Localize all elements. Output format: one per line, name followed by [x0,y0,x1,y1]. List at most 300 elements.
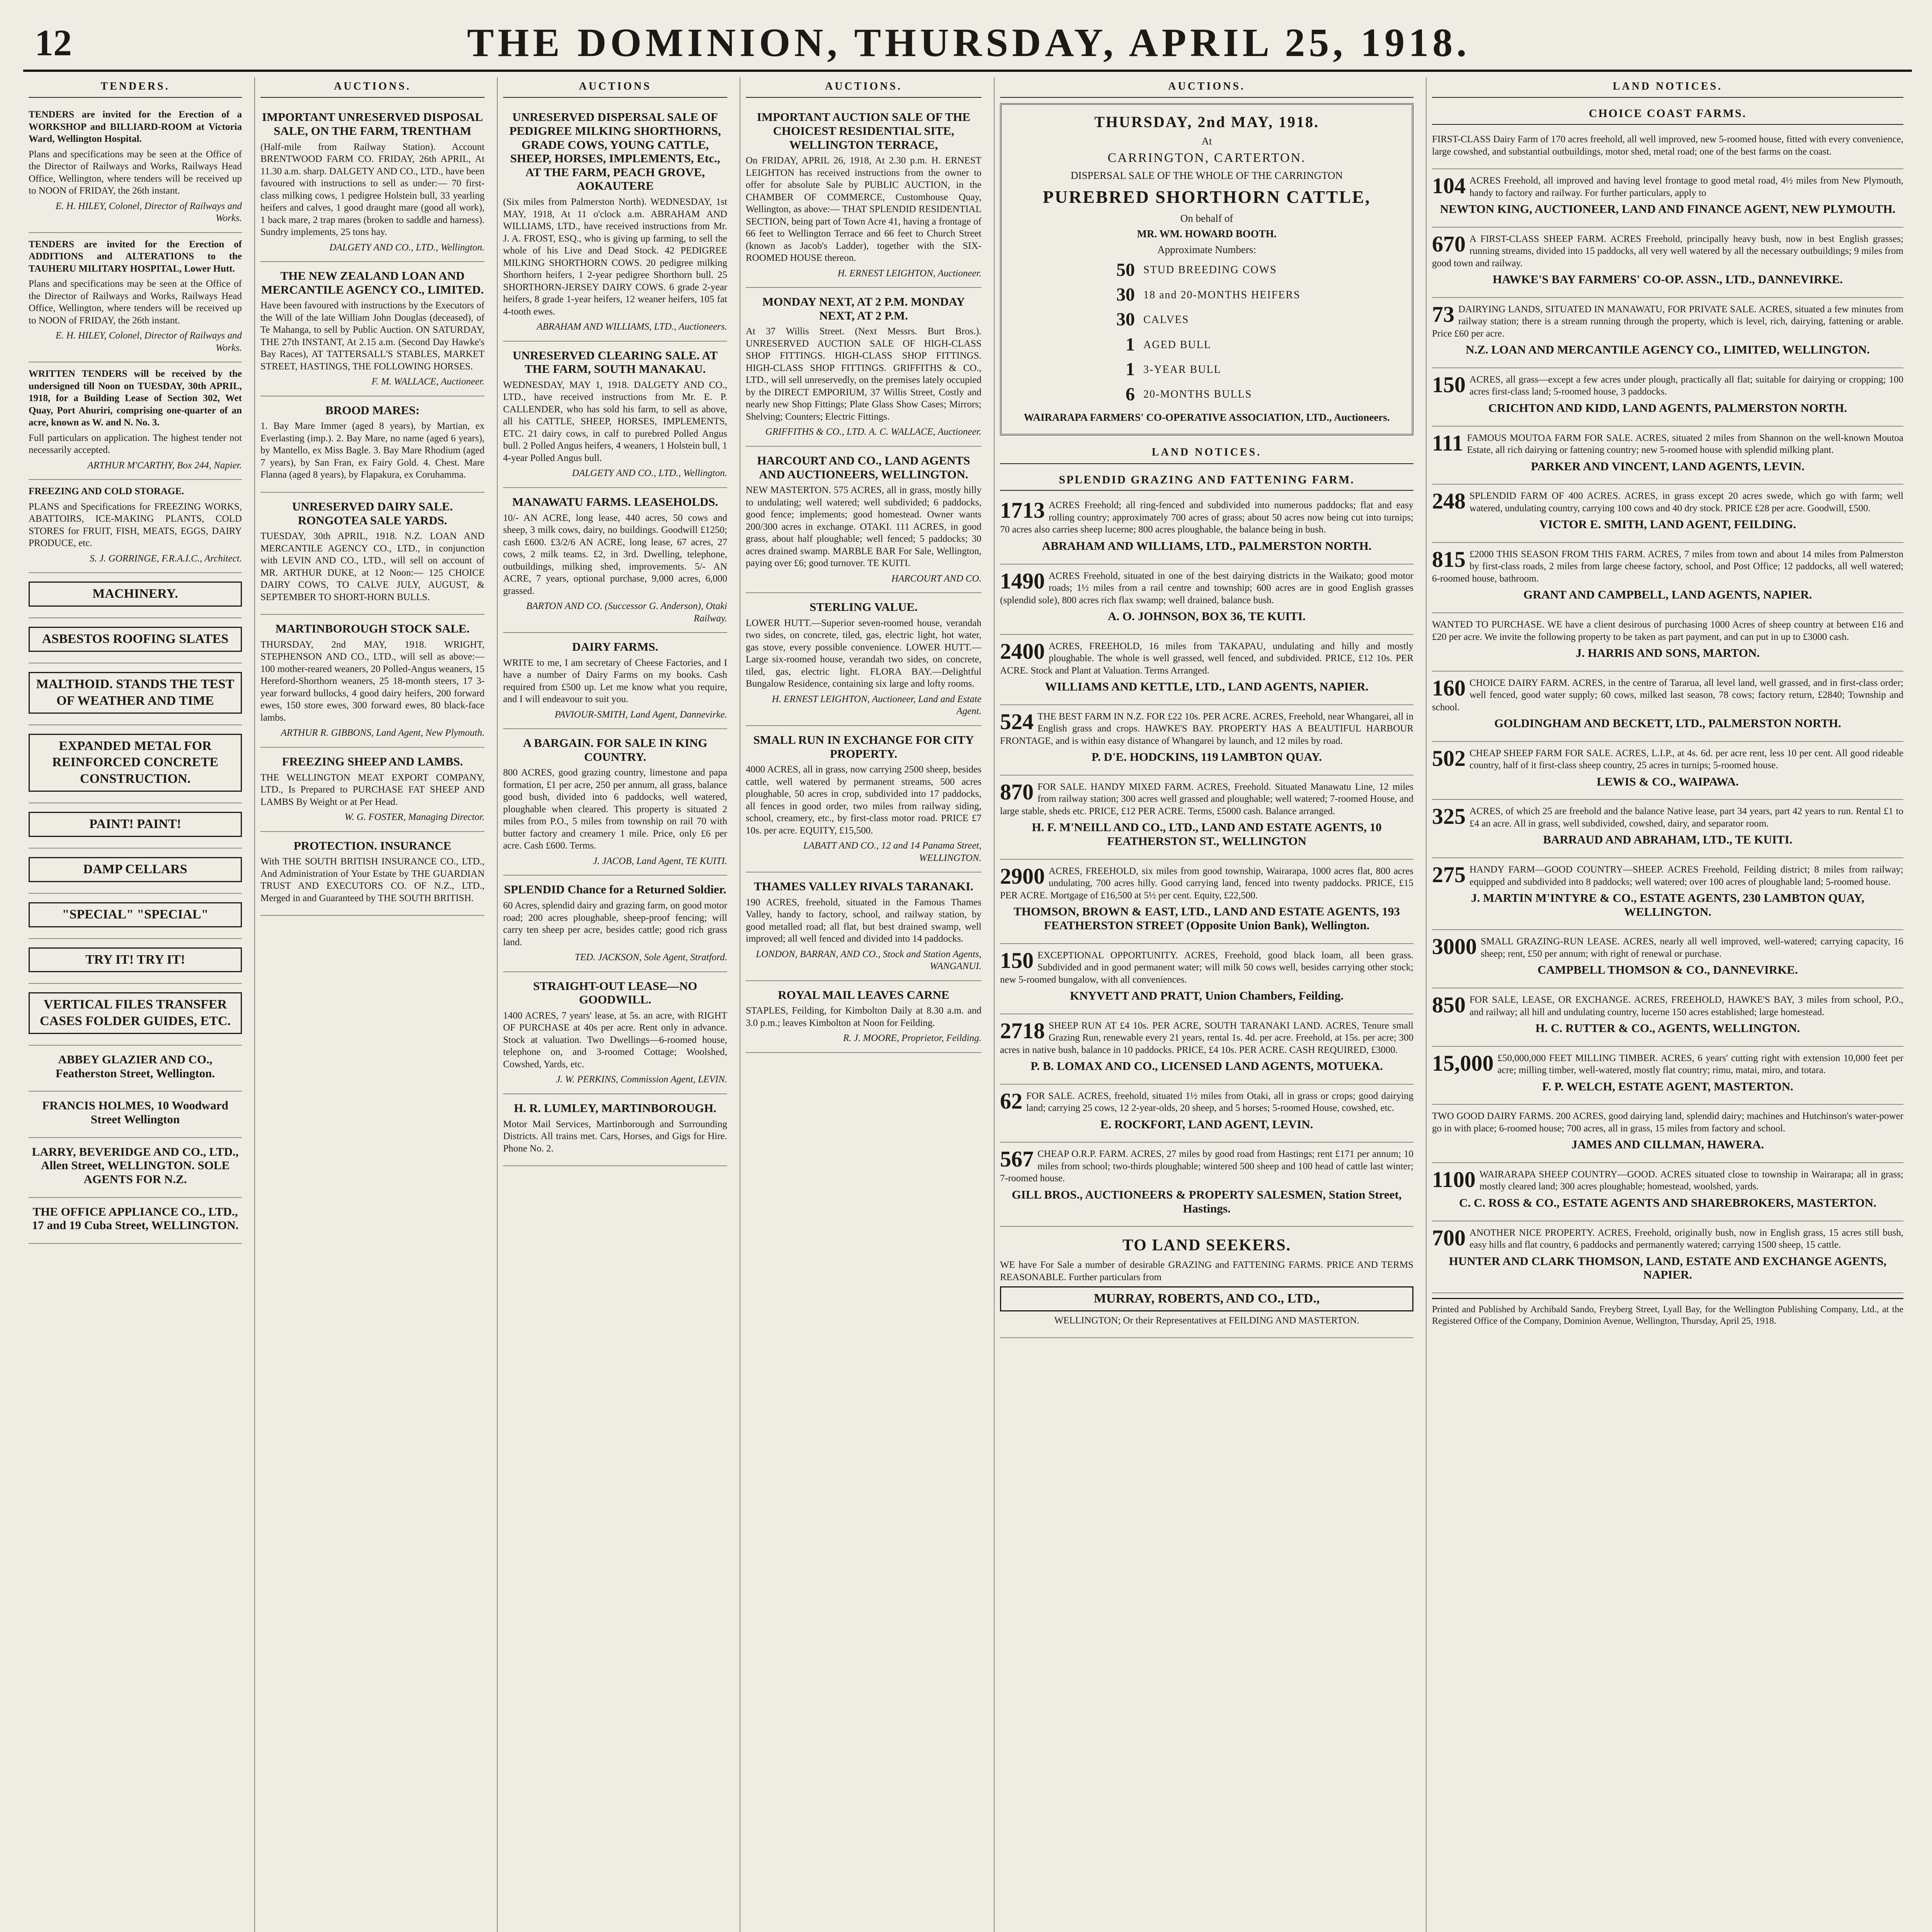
acreage-number: 524 [1000,709,1034,734]
auctions-column-1 [254,77,490,1932]
auction-title: THE NEW ZEALAND LOAN AND MERCANTILE AGENCY CO., LIMITED. [261,269,484,296]
auction-signature: W. G. FOSTER, Managing Director. [344,812,485,823]
stock-description: 20-MONTHS BULLS [1143,388,1252,401]
auction-text: THURSDAY, 2nd MAY, 1918. WRIGHT, STEPHENSON AND CO., LTD., will sell as above:— 100 mother-reared weaners, 20 Polled-Angus weaners, 15 Hereford-Shorthorn weaners, 25 18-month steers, 17 3-year forward bullocks, 4 good dairy heifers, 200 forward ewes, 150 store ewes, 300 forward ewes, 80 black-face lambs. [260,639,485,723]
land-ad-text: SMALL GRAZING-RUN LEASE. ACRES, nearly all well improved, well-watered; carrying capacity, 16 sheep; rent, £50 per annum; with right of renewal or purchase. [1481,936,1903,959]
acreage-number: 815 [1432,546,1466,572]
tender-signature: S. J. GORRINGE, F.R.A.I.C., Architect. [90,553,242,564]
sale-behalf: On behalf of [1180,213,1233,224]
stock-count: 30 [1116,284,1135,305]
auction-text: With THE SOUTH BRITISH INSURANCE CO., LTD., And Administration of Your Estate by THE GUARDIAN TRUST AND EXECUTORS CO. OF N.Z., LTD., Merged in and Guaranteed by THE SOUTH BRITISH. [260,856,485,903]
auction-ad [746,726,981,872]
auction-text: 10/- AN ACRE, long lease, 440 acres, 50 cows and sheep, 3 milk cows, dairy, no buildings. Goodwill £1250; cash £600. £3/2/6 AN ACRE, long lease, 67 acres, 27 cows, 2 milk teams. £2, in 3rd. Dwelling, telephone, outbuildings, milking shed, improvements. 5/- AN ACRE, 7 years, optional purchase, 9,000 acres, 6,000 grassed. [503,512,727,596]
auction-signature: ABRAHAM AND WILLIAMS, LTD., Auctioneers. [537,321,727,332]
auction-text: Have been favoured with instructions by the Executors of the Will of the late William John Douglas (deceased), of Te Mahanga, to sell by Public Auction. ON SATURDAY, THE 27th INSTANT, At 2.15 a.m. (Second Day Hawke's Bay Races), AT TATTERSALL'S STABLES, MARKET STREET, HASTINGS, THE FOLLOWING HORSES. [260,300,485,372]
auction-title: IMPORTANT AUCTION SALE OF THE CHOICEST RESIDENTIAL SITE, WELLINGTON TERRACE, [757,110,971,151]
auction-title: DAIRY FARMS. [572,640,658,654]
display-ad [29,663,242,725]
land-ad-text: DAIRYING LANDS, SITUATED IN MANAWATU, FOR PRIVATE SALE. ACRES, situated a few minutes from railway station; there is a stream running through the property, which is level, rich, dairying, fattening or arable. Price £60 per acre. [1432,304,1903,339]
agent-name: LARRY, BEVERIDGE AND CO., LTD., Allen Street, WELLINGTON. SOLE AGENTS FOR N.Z. [32,1145,239,1186]
auction-signature: J. W. PERKINS, Commission Agent, LEVIN. [556,1074,727,1085]
auction-title: PROTECTION. INSURANCE [293,838,452,852]
acres-ad [1432,988,1903,1047]
acreage-number: 275 [1432,862,1466,888]
acreage-number: 502 [1432,745,1466,771]
tender-text: Plans and specifications may be seen at the Office of the Director of Railways and Works, Railways Head Office, Wellington, where tenders will be received up to NOON of FRIDAY, the 26th instant. [29,149,242,196]
land-ad-text: FOR SALE. HANDY MIXED FARM. ACRES, Freehold. Situated Manawatu Line, 12 miles from railway station; 300 acres well grassed and ploughable; well watered; 7-roomed House, and large stable, sheds etc. PRICE, £12 PER ACRE. Terms, £5000 cash. Balance arranged. [1000,781,1413,816]
land-agent-signature: H. C. RUTTER & CO., AGENTS, WELLINGTON. [1535,1021,1800,1035]
display-ad [29,939,242,984]
tender-lead: TENDERS are invited for the Erection of a WORKSHOP and BILLIARD-ROOM at Victoria Ward, Wellington Hospital. [29,109,242,145]
land-ad-text: FOR SALE, LEASE, OR EXCHANGE. ACRES, FREEHOLD, HAWKE'S BAY, 3 miles from school, P.O., and railway; all hill and undulating country, lucerne 150 acres established; large homestead. [1469,995,1903,1017]
display-ad [29,618,242,663]
acreage-number: 1490 [1000,568,1045,594]
display-ad [29,849,242,894]
acres-ad [1432,858,1903,930]
sale-numbers-label: Approximate Numbers: [1157,243,1256,255]
agent-ad [29,1198,242,1244]
land-ad-text: ANOTHER NICE PROPERTY. ACRES, Freehold, originally bush, now in English grass, 15 acres still bush, easy hills and flat country, 6 paddocks and permanently watered; carrying 1500 sheep, 15 cattle. [1469,1227,1903,1250]
tender-ads [29,103,242,573]
land-seekers-text: WE have For Sale a number of desirable GRAZING and FATTENING FARMS. PRICE AND TERMS REASONABLE. Further particulars from [1000,1260,1413,1282]
stock-description: STUD BREEDING COWS [1143,264,1277,276]
agent-ad [29,1046,242,1092]
auction-ad [503,633,727,729]
auction-signature: H. ERNEST LEIGHTON, Auctioneer. [837,268,981,279]
auction-ad [260,832,485,916]
acres-ad [1000,705,1413,776]
agent-ad [29,1138,242,1198]
auction-text: 4000 ACRES, all in grass, now carrying 2500 sheep, besides cattle, well watered by permanent streams, 500 acres ploughable, 50 acres in crop, subdivided into 17 paddocks, all fences in good order, two miles from railway siding, school, creamery, etc., by first-class motor road. PRICE £7 10s. per acre. EQUITY, £15,500. [746,764,981,836]
acreage-number: 15,000 [1432,1050,1494,1076]
display-ad [29,803,242,849]
acreage-number: 104 [1432,173,1466,199]
land-agent-signature: P. D'E. HODCKINS, 119 LAMBTON QUAY. [1091,750,1322,764]
auction-title: H. R. LUMLEY, MARTINBOROUGH. [514,1101,716,1115]
acres-ad [1432,1163,1903,1221]
auction-title: A BARGAIN. FOR SALE IN KING COUNTRY. [523,736,707,764]
auction-signature: BARTON AND CO. (Successor G. Anderson), Otaki Railway. [526,601,727,624]
land-agent-signature: E. ROCKFORT, LAND AGENT, LEVIN. [1100,1117,1313,1131]
column-heading: AUCTIONS. [1000,77,1413,98]
land-ad-text: EXCEPTIONAL OPPORTUNITY. ACRES, Freehold, good black loam, all been grass. Subdivided and in good permanent water; will milk 50 cows well, besides carrying other stock; new 5-roomed bungalow, with all conveniences. [1000,950,1413,985]
sale-at: At [1201,135,1212,147]
stock-row [1012,308,1402,331]
land-ad-text: CHOICE DAIRY FARM. ACRES, in the centre of Tararua, all level land, well grassed, and in first-class order; well fenced, good water supply; 60 cows, milked last season, 78 cows; factory return, £2840; Township and school. [1432,677,1903,713]
auction-ads [260,103,485,916]
stock-description: 18 and 20-MONTHS HEIFERS [1143,289,1301,301]
land-seekers-ad [1000,1227,1413,1338]
acreage-number: 73 [1432,301,1454,327]
auction-title: IMPORTANT UNRESERVED DISPOSAL SALE, ON THE FARM, TRENTHAM [262,110,483,138]
auction-title: MONDAY NEXT, AT 2 P.M. MONDAY NEXT, AT 2 P.M. [762,295,965,322]
auction-signature: H. ERNEST LEIGHTON, Auctioneer, Land and Estate Agent. [772,694,981,717]
land-agent-signature: THOMSON, BROWN & EAST, LTD., LAND AND ESTATE AGENTS, 193 FEATHERSTON STREET (Opposite Union Bank), Wellington. [1014,905,1400,932]
display-ad-title: DAMP CELLARS [29,857,242,882]
land-agent-signature: J. HARRIS AND SONS, MARTON. [1575,646,1760,660]
land-agent-signature: ABRAHAM AND WILLIAMS, LTD., PALMERSTON NORTH. [1042,539,1372,553]
sale-auctioneers: WAIRARAPA FARMERS' CO-OPERATIVE ASSOCIATION, LTD., Auctioneers. [1024,412,1390,423]
acres-ad [1000,944,1413,1014]
acres-ad [1000,776,1413,860]
tender-ad [29,233,242,363]
land-agent-signature: PARKER AND VINCENT, LAND AGENTS, LEVIN. [1531,459,1804,473]
land-agent-signature: KNYVETT AND PRATT, Union Chambers, Feilding. [1070,989,1344,1003]
auctions-column-2 [497,77,733,1932]
tenders-column [23,77,247,1932]
tender-ad [29,103,242,233]
acreage-number: 567 [1000,1146,1034,1172]
auction-ads [746,103,981,1053]
auction-title: MARTINBOROUGH STOCK SALE. [275,622,470,636]
land-ad-text: ACRES, FREEHOLD, 16 miles from TAKAPAU, undulating and hilly and mostly ploughable. The whole is well grassed, well fenced, and subdivided. PRICE, £12 10s. PER ACRE. Stock and Plant at Valuation. Terms Arranged. [1000,641,1413,676]
land-agent-signature: C. C. ROSS & CO., ESTATE AGENTS AND SHAREBROKERS, MASTERTON. [1459,1196,1876,1209]
land-agent-signature: NEWTON KING, AUCTIONEER, LAND AND FINANCE AGENT, NEW PLYMOUTH. [1440,202,1896,216]
land-agent-signature: VICTOR E. SMITH, LAND AGENT, FEILDING. [1539,517,1796,531]
auction-text: NEW MASTERTON. 575 ACRES, all in grass, mostly hilly to undulating; well watered; well subdivided; 6 paddocks, good fence; implements; good homestead. Owner wants 200/300 acres in exchange. OTAKI. 111 ACRES, in good grass, about half ploughable; well fenced; 5 paddocks; 30 acres drained swamp. MARBLE BAR For Sale, Wellington, paying over £6; good turnover. TE KUITI. [746,485,981,569]
auction-ad [260,615,485,748]
agent-name: ABBEY GLAZIER AND CO., Featherston Street, Wellington. [55,1053,215,1080]
acreage-number: 850 [1432,992,1466,1018]
land-ad-text: SHEEP RUN AT £4 10s. PER ACRE, SOUTH TARANAKI LAND. ACRES, Tenure small Grazing Run, renewable every 21 years, rental 1s. 4d. per acre. Freehold, at 15s. per acre; 300 acres in native bush, balance in 10 paddocks. PRICE, £4 10s. PER ACRE. CASH REQUIRED, £3000. [1000,1020,1413,1055]
auction-text: TUESDAY, 30th APRIL, 1918. N.Z. LOAN AND MERCANTILE AGENCY CO., LTD., in conjunction with LEVIN AND CO., LTD., will sell on account of MR. ARTHUR DUKE, at 12 Noon:— 125 CHOICE DAIRY COWS, TO CALVE JULY, AUGUST, & SEPTEMBER TO SHORT-HORN BULLS. [260,531,485,602]
auction-title: UNRESERVED DISPERSAL SALE OF PEDIGREE MILKING SHORTHORNS, GRADE COWS, YOUNG CATTLE, SHEEP, HORSES, IMPLEMENTS, Etc., AT THE FARM, PEACH GROVE, AOKAUTERE [509,110,721,193]
agent-name: FRANCIS HOLMES, 10 Woodward Street Wellington [42,1099,228,1126]
stock-row [1012,259,1402,282]
land-ad-text: FIRST-CLASS Dairy Farm of 170 acres freehold, all well improved, new 5-roomed house, fitted with every convenience, large cowshed, and substantial outbuildings, motor shed, metal road; one of the best farms on the coast. [1432,134,1903,157]
land-ad-text: £50,000,000 FEET MILLING TIMBER. ACRES, 6 years' cutting right with extension 10,000 feet per acre; milling timber, well-watered, mostly flat country; rimu, matai, miro, and totara. [1497,1053,1903,1076]
auction-text: 1400 ACRES, 7 years' lease, at 5s. an acre, with RIGHT OF PURCHASE at 40s per acre. Rent only in advance. Stock at valuation. Two Dwellings—6-roomed house, telephone on, and 3-roomed Cottage; Woolshed, Cowshed, Yards, etc. [503,1010,727,1070]
land-notices-heading: LAND NOTICES. [1000,443,1413,464]
acres-ad [1000,494,1413,564]
acres-ad [1432,169,1903,228]
display-ad-title: "SPECIAL" "SPECIAL" [29,902,242,927]
column-heading: AUCTIONS [503,77,727,98]
tender-signature: E. H. HILEY, Colonel, Director of Railways and Works. [55,201,242,224]
stock-count: 1 [1126,359,1135,380]
acres-ad [1432,742,1903,800]
stock-row [1012,358,1402,381]
auction-text: Motor Mail Services, Martinborough and Surrounding Districts. All trains met. Cars, Horses, and Gigs for Hire. Phone No. 2. [503,1119,727,1154]
auction-title: ROYAL MAIL LEAVES CARNE [778,988,949,1002]
auction-signature: J. JACOB, Land Agent, TE KUITI. [593,855,727,866]
printer-imprint: Printed and Published by Archibald Sando, Freyberg Street, Lyall Bay, for the Wellington Publishing Company, Ltd., at the Registered Office of the Company, Dominion Avenue, Wellington, Thursday, April 25, 1918. [1432,1298,1903,1327]
land-agent-signature: GILL BROS., AUCTIONEERS & PROPERTY SALESMEN, Station Street, Hastings. [1012,1187,1402,1215]
land-ad-text: ACRES, of which 25 are freehold and the balance Native lease, part 34 years, part 42 years to run. Rental £1 to £4 an acre. All in grass, well subdivided, cowshed, dairy, and separator room. [1469,806,1903,829]
auction-ad [260,493,485,615]
auction-ad [746,447,981,593]
acreage-number: 160 [1432,675,1466,701]
auction-ads [503,103,727,1166]
sale-place: CARRINGTON, CARTERTON. [1107,150,1306,165]
auction-text: (Half-mile from Railway Station). Account BRENTWOOD FARM CO. FRIDAY, 26th APRIL, At 11.30 a.m. sharp. DALGETY AND CO., LTD., have been favoured with instructions to sell as under:— 70 first-class milking cows, 1 pedigree Holstein bull, 33 yearling heifers and calves, 1 good draught mare (good all work), 1 back mare, 2 trap mares (broken to saddle and harness). Sundry implements, 25 tons hay. [260,141,485,238]
stock-row [1012,333,1402,356]
display-ad [29,725,242,803]
auction-title: BROOD MARES: [325,403,420,417]
display-ad-title: PAINT! PAINT! [29,812,242,837]
auction-ad [503,488,727,633]
auction-text: THE WELLINGTON MEAT EXPORT COMPANY, LTD., Is Prepared to PURCHASE FAT SHEEP AND LAMBS By Weight or at Per Head. [260,772,485,807]
auction-text: 1. Bay Mare Immer (aged 8 years), by Martian, ex Everlasting (imp.). 2. Bay Mare, no name (aged 6 years), by Mantello, ex Miss Bagle. 3. Bay Mare Rhodium (aged 7 years), by San Fran, ex Fairy Gold. 4. Chest. Mare Flanna (aged 8 years), by Flapakura, ex Coruhamma. [260,421,485,480]
auction-title: STRAIGHT-OUT LEASE—NO GOODWILL. [533,979,697,1007]
land-ad-text: ACRES Freehold, situated in one of the best dairying districts in the Waikato; good motor roads; 1½ miles from a rail centre and township; 600 acres are in good English grasses (splendid sole), 800 acres rich flax swamp; well drained, balance bush. [1000,570,1413,605]
stock-count: 30 [1116,309,1135,330]
display-ad [29,984,242,1046]
land-sub-heading: CHOICE COAST FARMS. [1432,103,1903,125]
land-seekers-title: TO LAND SEEKERS. [1122,1236,1291,1255]
land-agent-signature: LEWIS & CO., WAIPAWA. [1597,774,1739,788]
auction-ad [503,103,727,341]
auction-text: STAPLES, Feilding, for Kimbolton Daily at 8.30 a.m. and 3.0 p.m.; leaves Kimbolton at Noon for Feilding. [746,1005,981,1028]
land-ad-text: A FIRST-CLASS SHEEP FARM. ACRES Freehold, principally heavy bush, now in best English grasses; running streams, divided into 15 paddocks, all very well watered by all the necessary outbuildings; 9 miles from good town and railway. [1432,233,1903,269]
auction-title: HARCOURT AND CO., LAND AGENTS AND AUCTIONEERS, WELLINGTON. [757,453,970,481]
tender-text: Plans and specifications may be seen at the Office of the Director of Railways and Works, Railways Head Office, Wellington, where tenders will be received up to NOON of FRIDAY, the 26th instant. [29,279,242,326]
land-ad-text: ACRES Freehold; all ring-fenced and subdivided into numerous paddocks; flat and easy rolling country; approximately 700 acres of grass; about 50 acres now being cut into turnips; 70 acres also carries sheep lucerne; 800 acres ploughable, the balance being in bush. [1000,500,1413,535]
acres-ad [1000,1014,1413,1085]
auction-title: FREEZING SHEEP AND LAMBS. [282,754,463,768]
acreage-number: 1100 [1432,1167,1476,1192]
auction-ad [503,876,727,972]
column-heading: AUCTIONS. [746,77,981,98]
acres-ad [1432,298,1903,368]
land-ad-text: CHEAP SHEEP FARM FOR SALE. ACRES, L.I.P., at 4s. 6d. per acre rent, less 10 per cent. All good rideable country, half of it first-class sheep country, 25 acres in turnips; 5-roomed house. [1469,748,1903,771]
page-number: 12 [35,22,72,63]
masthead [23,15,1912,72]
auction-text: (Six miles from Palmerston North). WEDNESDAY, 1st MAY, 1918, At 11 o'clock a.m. ABRAHAM AND WILLIAMS, LTD., have received instructions from Mr. J. A. FROST, ESQ., who is giving up farming, to sell the whole of his Live and Dead Stock. 42 PEDIGREE MILKING SHORTHORN COWS. 20 pedigree milking Shorthorn heifers, 1 2-year pedigree Shorthorn bull. 25 SHORTHORN-JERSEY DAIRY COWS. 6 grade 2-year heifers, 8 grade 1-year heifers, 12 weaner heifers, 105 fat 4-tooth ewes. [503,197,727,317]
display-ad-title: VERTICAL FILES TRANSFER CASES FOLDER GUIDES, ETC. [29,992,242,1034]
auction-signature: TED. JACKSON, Sole Agent, Stratford. [575,952,727,963]
auction-signature: GRIFFITHS & CO., LTD. A. C. WALLACE, Auctioneer. [765,427,981,437]
land-agent-signature: BARRAUD AND ABRAHAM, LTD., TE KUITI. [1543,833,1793,847]
land-agent-signature: H. F. M'NEILL AND CO., LTD., LAND AND ESTATE AGENTS, 10 FEATHERSTON ST., WELLINGTON [1032,820,1382,848]
auction-signature: R. J. MOORE, Proprietor, Feilding. [843,1033,981,1044]
land-agent-signature: CAMPBELL THOMSON & CO., DANNEVIRKE. [1537,963,1798,977]
land-agent-signature: A. O. JOHNSON, BOX 36, TE KUITI. [1108,609,1306,623]
carrington-sale-notice [1000,103,1413,435]
tender-ad [29,480,242,573]
agent-ad [29,1092,242,1138]
auction-text: 800 ACRES, good grazing country, limestone and papa formation, £1 per acre, 250 per annum, all grass, balance good bush, divided into 6 paddocks, well watered, ploughable when cleared. This property is situated 2 miles from P.O., 5 miles from township on rail 70 with butter factory and creamery 1 mile. Price, only £6 per acre. Cash £600. Terms. [503,767,727,851]
auction-text: LOWER HUTT.—Superior seven-roomed house, verandah two sides, on concrete, tiled, gas, electric light, hot water, gas stove, every possible convenience. LOWER HUTT.—Large six-roomed house, verandah two sides, on concrete, tiled, gas, electric light. FLORA BAY.—Delightful Bungalow Residence, containing six large and lofty rooms. [746,617,981,689]
stock-description: AGED BULL [1143,338,1211,351]
display-ad-title: MACHINERY. [29,582,242,607]
stock-description: CALVES [1143,314,1189,326]
land-ad-text: WAIRARAPA SHEEP COUNTRY—GOOD. ACRES situated close to township in Wairarapa; all in grass; mostly cleared land; 300 acres ploughable; homestead, woolshed, yards. [1479,1169,1903,1192]
land-ad-text: CHEAP O.R.P. FARM. ACRES, 27 miles by good road from Hastings; rent £171 per annum; 10 miles from school; two-thirds ploughable; wintered 500 sheep and 100 head of cattle last winter; 7-roomed house. [1000,1149,1413,1184]
sale-herd: PUREBRED SHORTHORN CATTLE, [1043,187,1371,207]
masthead-title: THE DOMINION, THURSDAY, APRIL 25, 1918. [467,20,1471,65]
stock-count: 50 [1116,259,1135,280]
acreage-number: 670 [1432,231,1466,257]
sale-description: DISPERSAL SALE OF THE WHOLE OF THE CARRINGTON [1070,169,1343,181]
auction-text: 190 ACRES, freehold, situated in the Famous Thames Valley, handy to factory, school, and railway station, by good metalled road; all flat, but best drained swamp, well improved; all well fenced and divided into 14 paddocks. [746,897,981,944]
column-heading: TENDERS. [29,77,242,98]
agent-ads [29,1046,242,1244]
stock-count: 6 [1126,384,1135,405]
auction-ad [746,981,981,1053]
auction-ad [260,262,485,396]
acres-ad [1432,930,1903,988]
tender-lead: WRITTEN TENDERS will be received by the undersigned till Noon on TUESDAY, 30th APRIL, 1918, for a Building Lease of Section 302, Wet Quay, Port Ahuriri, comprising one-quarter of an acre, known as W. and N. No. 3. [29,369,242,428]
display-ad-title: MALTHOID. STANDS THE TEST OF WEATHER AND TIME [29,672,242,714]
acres-ad [1432,800,1903,858]
acreage-number: 62 [1000,1088,1022,1114]
stock-row [1012,283,1402,306]
acres-ad [1000,1143,1413,1227]
land-agent-signature: WILLIAMS AND KETTLE, LTD., LAND AGENTS, NAPIER. [1045,680,1369,694]
sale-date: THURSDAY, 2nd MAY, 1918. [1094,113,1319,131]
auction-ad [260,748,485,832]
land-ad-text: £2000 THIS SEASON FROM THIS FARM. ACRES, 7 miles from town and about 14 miles from Palmerston by first-class roads, 2 miles from large cheese factory, school, and Post Office; 12 paddocks, all well watered; 6-roomed house, bathroom. [1432,549,1903,584]
land-notices-right-column [1426,77,1909,1932]
auction-ad [746,103,981,288]
acreage-number: 150 [1432,372,1466,397]
acres-ad [1432,1047,1903,1105]
auction-title: UNRESERVED DAIRY SALE. RONGOTEA SALE YARDS. [292,499,453,527]
display-ad [29,894,242,939]
auction-text: On FRIDAY, APRIL 26, 1918, At 2.30 p.m. H. ERNEST LEIGHTON has received instructions from the owner to offer for absolute Sale by PUBLIC AUCTION, in the CHAMBER OF COMMERCE, Customhouse Quay, Wellington, as above:— THAT SPLENDID RESIDENTIAL SECTION, being part of Town Acre 41, having a frontage of 66 feet to Wellington Terrace and 66 feet to Church Street (known as Jacob's Ladder), together with the SIX-ROOMED HOUSE thereon. [746,155,981,264]
tender-lead: FREEZING AND COLD STORAGE. [29,486,184,497]
land-ad-text: FAMOUS MOUTOA FARM FOR SALE. ACRES, situated 2 miles from Shannon on the well-known Moutoa Estate, all rich dairying or fattening country; new 5-roomed house with splendid milking plant. [1467,432,1903,456]
auction-title: THAMES VALLEY RIVALS TARANAKI. [754,879,973,893]
tender-text: PLANS and Specifications for FREEZING WORKS, ABATTOIRS, ICE-MAKING PLANTS, COLD STORES for FRUIT, FISH, MEATS, EGGS, DAIRY PRODUCE, etc. [29,501,242,549]
acres-ad [1432,427,1903,485]
land-ad-text: TWO GOOD DAIRY FARMS. 200 ACRES, good dairying land, splendid dairy; machines and Hutchinson's water-power go in with place; 6-roomed house; 700 acres, all in grass, 15 miles from factory and school. [1432,1111,1903,1134]
acreage-number: 1713 [1000,498,1045,523]
acres-ad [1000,635,1413,705]
display-ad-title: ASBESTOS ROOFING SLATES [29,627,242,652]
acreage-number: 150 [1000,947,1034,973]
land-ad-text: FOR SALE. ACRES, freehold, situated 1½ miles from Otaki, all in grass or crops; good dairying land; carrying 25 cows, 12 2-year-olds, 20 sheep, and 5 horses; 5-roomed House, cowshed, etc. [1026,1090,1413,1114]
auction-signature: HARCOURT AND CO. [891,573,981,584]
auction-signature: ARTHUR R. GIBBONS, Land Agent, New Plymouth. [281,728,485,738]
auction-ad [503,972,727,1094]
land-agent-signature: HAWKE'S BAY FARMERS' CO-OP. ASSN., LTD., DANNEVIRKE. [1492,272,1843,286]
auction-signature: LONDON, BARRAN, AND CO., Stock and Station Agents, WANGANUI. [756,949,981,972]
auction-ad [746,872,981,981]
auction-title: SMALL RUN IN EXCHANGE FOR CITY PROPERTY. [753,733,974,760]
auction-text: At 37 Willis Street. (Next Messrs. Burt Bros.). UNRESERVED AUCTION SALE OF HIGH-CLASS SHOP FITTINGS. HIGH-CLASS SHOP FITTINGS. HIGH-CLASS SHOP FITTINGS. GRIFFITHS & CO., LTD., will sell unreservedly, on the premises lately occupied by the DIRECT EMPORIUM, 37 Willis Street, Costly and nearly new Shop Fittings; Plate Glass Show Cases; Mirrors; Shelving; Counters; Electric Fittings. [746,326,981,422]
stock-list [1012,259,1402,406]
acres-ad [1432,613,1903,672]
auction-signature: F. M. WALLACE, Auctioneer. [371,376,485,387]
auction-title: STERLING VALUE. [810,600,918,614]
land-ad-text: ACRES, FREEHOLD, six miles from good township, Wairarapa, 1000 acres flat, 800 acres undulating, 700 acres hilly. Good carrying land, fenced into twenty paddocks. PRICE, £15 PER ACRE. Mortgage of £16,500 at 5½ per cent. Equity, £22,500. [1000,866,1413,901]
land-notices-center-column [994,77,1419,1932]
auction-signature: DALGETY AND CO., LTD., Wellington. [572,468,727,479]
tender-ad [29,362,242,480]
auction-ad [260,103,485,262]
display-ad [29,573,242,618]
land-ads [1000,494,1413,1227]
auction-ad [503,342,727,488]
acres-ad [1432,543,1903,613]
land-agent-signature: F. P. WELCH, ESTATE AGENT, MASTERTON. [1542,1079,1794,1093]
auction-ad [503,729,727,876]
column-heading: AUCTIONS. [260,77,485,98]
land-ad-text: ACRES, all grass—except a few acres under plough, practically all flat; suitable for dairying or cropping; 100 acres first-class land; 5-roomed house, 3 paddocks. [1469,374,1903,397]
acres-ad [1000,1085,1413,1143]
tender-signature: E. H. HILEY, Colonel, Director of Railways and Works. [55,330,242,353]
acres-ad [1000,565,1413,635]
acreage-number: 111 [1432,430,1463,456]
land-agent-signature: JAMES AND CILLMAN, HAWERA. [1571,1138,1764,1151]
auction-ad [260,396,485,493]
auction-text: 60 Acres, splendid dairy and grazing farm, on good motor road; 200 acres ploughable, sheep-proof fencing; will carry ten sheep per acre, besides cattle; good rich grass land. [503,900,727,947]
acres-ad [1432,128,1903,169]
stock-row [1012,383,1402,406]
land-agent-signature: P. B. LOMAX AND CO., LICENSED LAND AGENTS, MOTUEKA. [1031,1059,1383,1073]
agent-name: THE OFFICE APPLIANCE CO., LTD., 17 and 19 Cuba Street, WELLINGTON. [32,1204,239,1232]
acreage-number: 248 [1432,488,1466,514]
tender-text: Full particulars on application. The highest tender not necessarily accepted. [29,432,242,456]
auctions-column-3 [740,77,987,1932]
acres-ad [1432,368,1903,427]
land-seekers-agent: MURRAY, ROBERTS, AND CO., LTD., [1000,1286,1413,1311]
stock-description: 3-YEAR BULL [1143,363,1221,376]
stock-count: 1 [1126,334,1135,355]
auction-signature: DALGETY AND CO., LTD., Wellington. [329,242,485,253]
page-columns [23,77,1912,1932]
acreage-number: 700 [1432,1225,1466,1250]
acres-ad [1432,1221,1903,1293]
land-agent-signature: CRICHTON AND KIDD, LAND AGENTS, PALMERSTON NORTH. [1488,401,1847,415]
acres-ad [1432,485,1903,543]
land-agent-signature: J. MARTIN M'INTYRE & CO., ESTATE AGENTS, 230 LAMBTON QUAY, WELLINGTON. [1471,891,1865,918]
land-ads [1432,128,1903,1293]
acreage-number: 870 [1000,779,1034,804]
land-ad-text: SPLENDID FARM OF 400 ACRES. ACRES, in grass except 20 acres swede, which go with farm; well watered, undulating country, carrying 100 cows and 40 dry stock. PRICE £28 per acre. Goodwill, £500. [1469,491,1903,514]
acreage-number: 2900 [1000,863,1045,889]
auction-title: MANAWATU FARMS. LEASEHOLDS. [512,495,718,509]
land-agent-signature: GRANT AND CAMPBELL, LAND AGENTS, NAPIER. [1523,588,1812,602]
display-ads [29,573,242,1046]
land-sub-heading: SPLENDID GRAZING AND FATTENING FARM. [1000,469,1413,491]
acres-ad [1432,228,1903,298]
acreage-number: 3000 [1432,934,1477,959]
acres-ad [1000,860,1413,944]
land-agent-signature: N.Z. LOAN AND MERCANTILE AGENCY CO., LIMITED, WELLINGTON. [1466,343,1870,357]
acres-ad [1432,672,1903,742]
auction-title: UNRESERVED CLEARING SALE. AT THE FARM, SOUTH MANAKAU. [512,348,718,376]
display-ad-title: TRY IT! TRY IT! [29,947,242,973]
auction-text: WRITE to me, I am secretary of Cheese Factories, and I have a number of Dairy Farms on my books. Cash required from £500 up. Let me know what you require, and I will endeavour to suit you. [503,657,727,705]
land-agent-signature: GOLDINGHAM AND BECKETT, LTD., PALMERSTON NORTH. [1494,716,1841,730]
auction-signature: LABATT AND CO., 12 and 14 Panama Street, WELLINGTON. [803,840,981,863]
auction-title: SPLENDID Chance for a Returned Soldier. [504,883,726,896]
auction-ad [746,593,981,726]
land-agent-signature: HUNTER AND CLARK THOMSON, LAND, ESTATE AND EXCHANGE AGENTS, NAPIER. [1449,1254,1887,1282]
auction-text: WEDNESDAY, MAY 1, 1918. DALGETY AND CO., LTD., have received instructions from Mr. E. P. CALLENDER, who has sold his farm, to sell as above, all his CATTLE, SHEEP, HORSES, IMPLEMENTS, ETC. 21 dairy cows, in calf to purebred Polled Angus bull. 2 Polled Angus heifers, 4 weaners, 1 Holstein bull, 1 4-year Polled Angus bull. [503,379,727,463]
auction-ad [503,1094,727,1166]
acreage-number: 2400 [1000,638,1045,664]
auction-ad [746,288,981,447]
land-ad-text: THE BEST FARM IN N.Z. FOR £22 10s. PER ACRE. ACRES, Freehold, near Whangarei, all in English grass and crops. HAWKE'S BAY. PROPERTY HAS A BEAUTIFUL HARBOUR FRONTAGE, and is within easy distance of Whangarei by launch, and 12 miles by road. [1000,711,1413,746]
tender-signature: ARTHUR M'CARTHY, Box 244, Napier. [87,460,242,471]
column-heading: LAND NOTICES. [1432,77,1903,98]
land-seekers-where: WELLINGTON; Or their Representatives at FEILDING AND MASTERTON. [1054,1315,1359,1326]
sale-owner: MR. WM. HOWARD BOOTH. [1137,228,1277,240]
acreage-number: 325 [1432,804,1466,829]
land-ad-text: HANDY FARM—GOOD COUNTRY—SHEEP. ACRES Freehold, Feilding district; 8 miles from railway; equipped and subdivided into 8 paddocks; well watered; over 100 acres of ploughable land; 5-roomed house. [1469,864,1903,887]
acreage-number: 2718 [1000,1018,1045,1043]
auction-signature: PAVIOUR-SMITH, Land Agent, Dannevirke. [554,709,727,720]
land-ad-text: ACRES Freehold, all improved and having level frontage to good metal road, 4½ miles from New Plymouth, handy to factory and railway. For further particulars, apply to [1469,175,1903,198]
acres-ad [1432,1105,1903,1163]
land-ad-text: WANTED TO PURCHASE. WE have a client desirous of purchasing 1000 Acres of sheep country at between £16 and £20 per acre. We invite the following property to be taken as part payment, and can put in up to £3000 cash. [1432,619,1903,642]
display-ad-title: EXPANDED METAL FOR REINFORCED CONCRETE CONSTRUCTION. [29,734,242,792]
tender-lead: TENDERS are invited for the Erection of ADDITIONS and ALTERATIONS to the TAUHERU MILITARY HOSPITAL, Lower Hutt. [29,239,242,274]
